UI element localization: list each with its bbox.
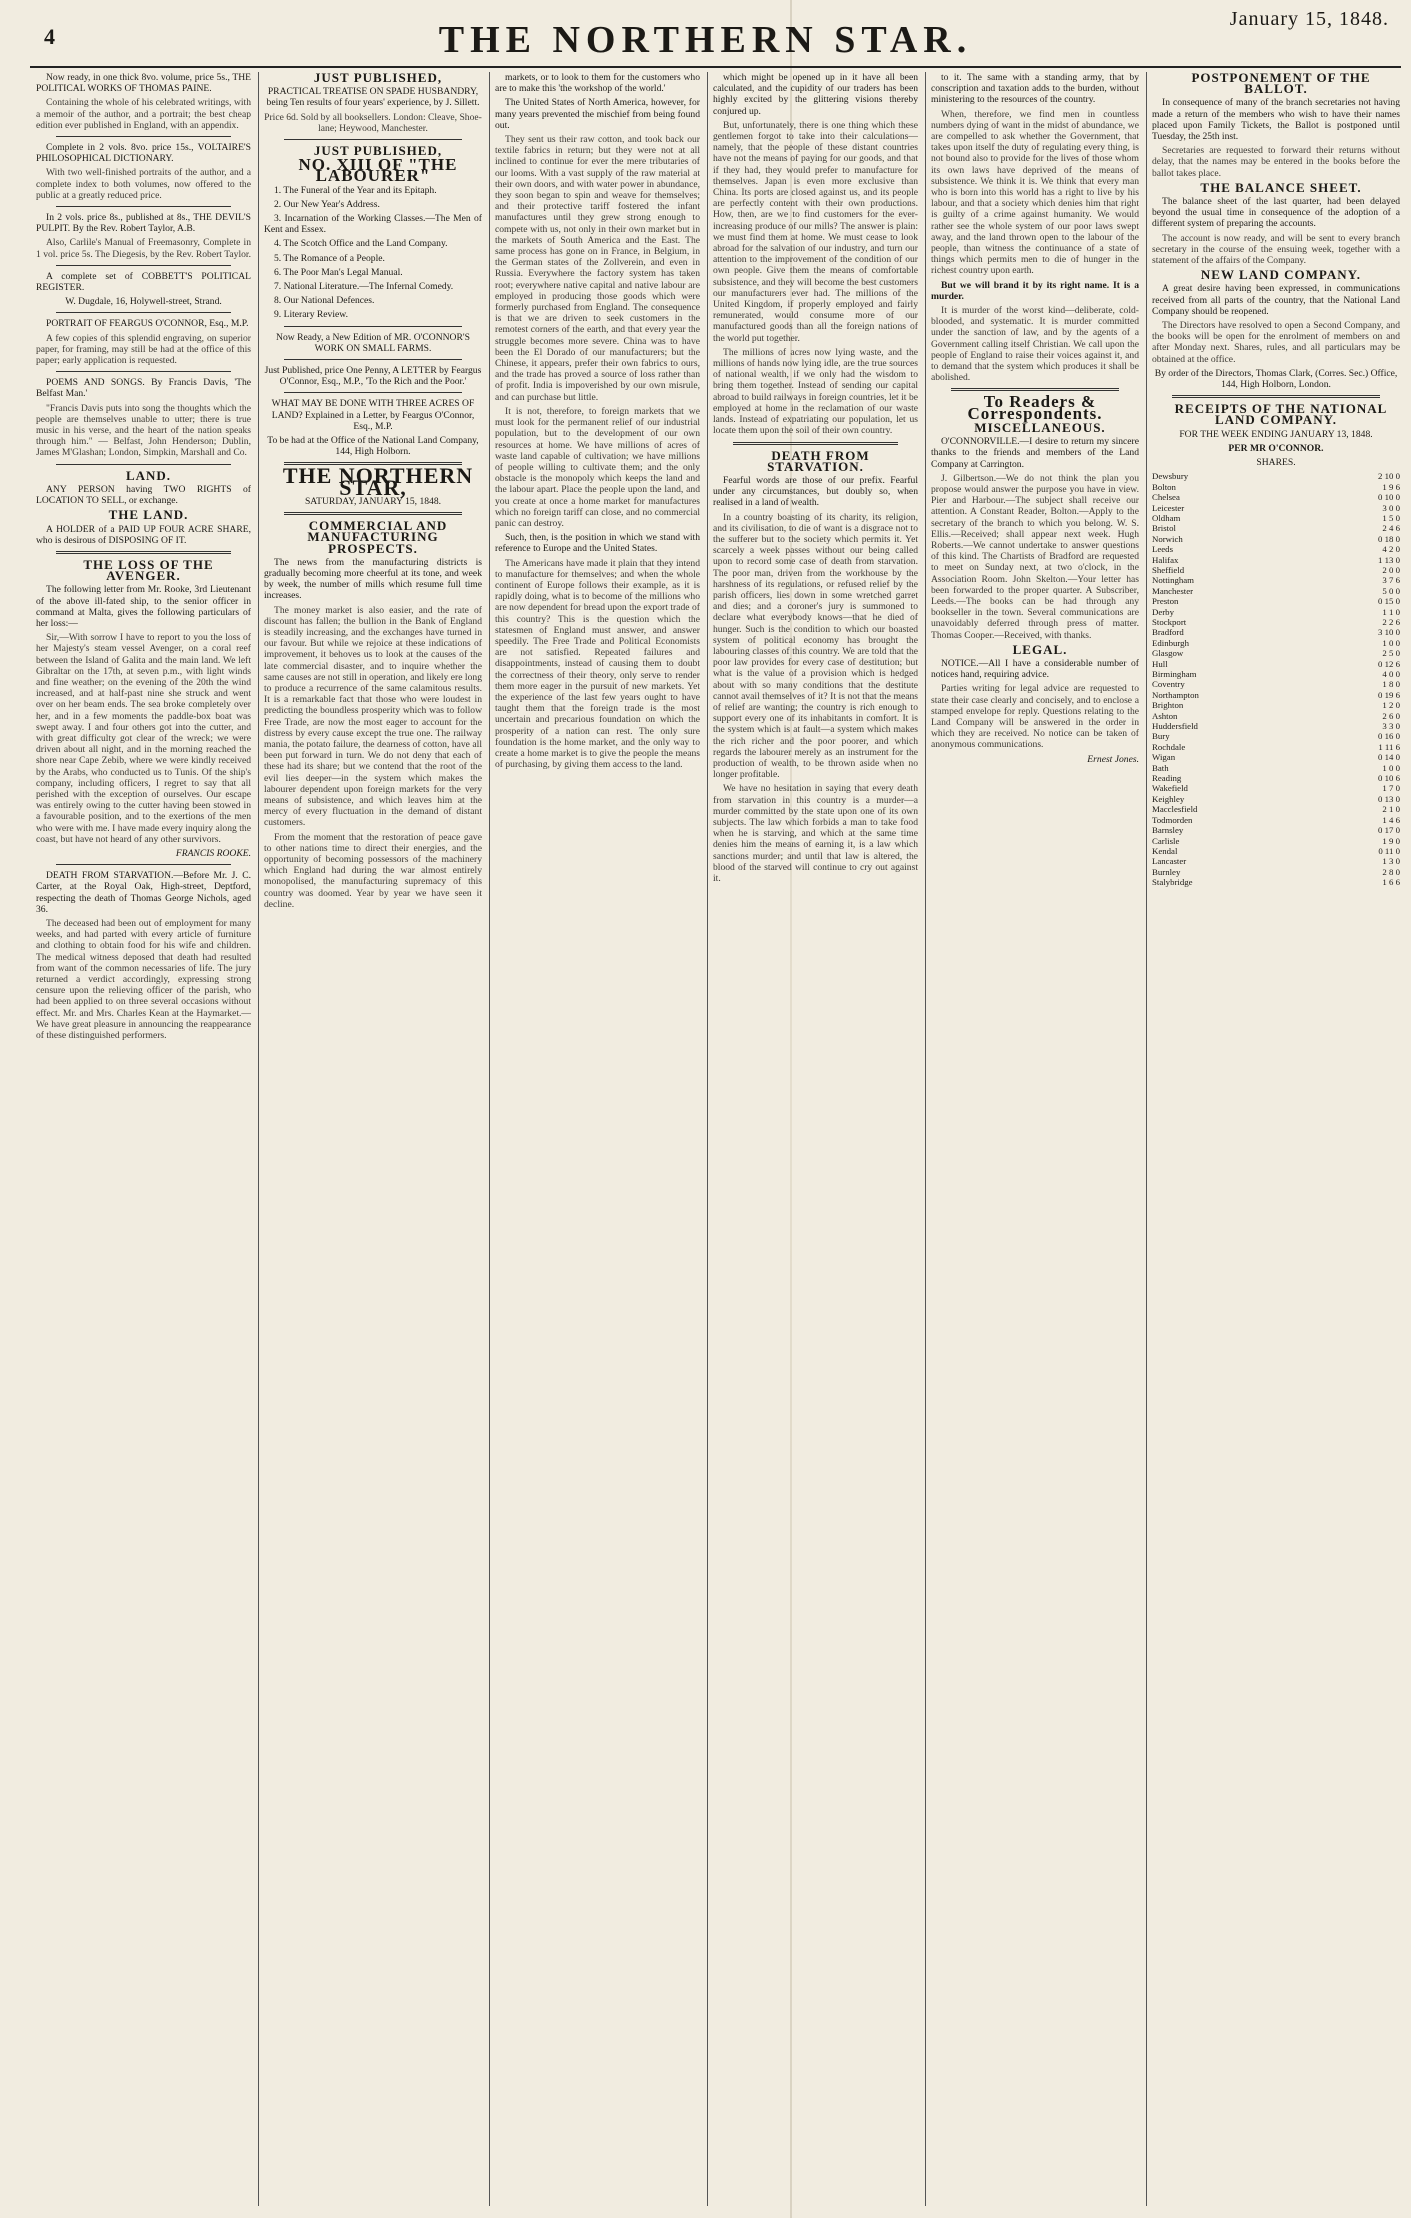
col4-text-1: which might be opened up in it have all been calculated, and the cupidity of our traders has been highly excited by the glittering visions thereby conjured up. bbox=[713, 72, 918, 117]
receipt-amount: 1 5 0 bbox=[1382, 512, 1400, 523]
receipt-amount: 0 12 6 bbox=[1378, 658, 1400, 669]
receipt-amount: 3 7 6 bbox=[1382, 575, 1400, 586]
receipt-amount: 0 11 0 bbox=[1378, 845, 1400, 856]
receipt-row bbox=[1152, 523, 1400, 533]
receipts-column-head: SHARES. bbox=[1256, 457, 1296, 469]
avenger-text: The following letter from Mr. Rooke, 3rd Lieutenant of the above ill-fated ship, to the senior officer in command at Malta, gives the following particulars of her loss:— bbox=[36, 584, 251, 629]
receipt-amount: 1 6 6 bbox=[1382, 877, 1400, 888]
receipt-row bbox=[1152, 565, 1400, 575]
receipt-place: Sheffield bbox=[1152, 564, 1185, 575]
receipt-row bbox=[1152, 648, 1400, 658]
receipt-place: Chelsea bbox=[1152, 492, 1180, 503]
receipt-amount: 3 3 0 bbox=[1382, 721, 1400, 732]
receipt-amount: 1 9 6 bbox=[1382, 481, 1400, 492]
receipt-row bbox=[1152, 867, 1400, 877]
receipt-amount: 0 17 0 bbox=[1378, 825, 1400, 836]
receipt-amount: 3 10 0 bbox=[1378, 627, 1400, 638]
labourer-item-4: 4. The Scotch Office and the Land Company. bbox=[274, 238, 448, 250]
column-2: JUST PUBLISHED, PRACTICAL TREATISE ON SPADE HUSBANDRY, being Ten results of four years' experience, by J. Sillett. Price 6d. Sold by all booksellers. London: Cleave, Shoe-lane; Heywood, Manchester. JUST PUBLISHED, NO. XIII OF "THE LABOURER" 1. The Funeral of the Year and its Epitaph. 2. Our New Year's Address. 3. Incarnation of the Working Classes.—The Men of Kent and Essex. 4. The Scotch Office and the Land Company. 5. The Romance of a People. 6. The Poor Man's Legal Manual. 7. National Literature.—The Infernal Comedy. 8. Our National Defences. 9. Literary Review. Now Ready, a New Edition of MR. O'CONNOR'S WORK ON SMALL FARMS. Just Published, price One Penny, A LETTER by Feargus O'Connor, Esq., M.P., 'To the Rich and the Poor.' WHAT MAY BE DONE WITH THREE ACRES OF LAND? Explained in a Letter, by Feargus O'Connor, Esq., M.P. To be had at the Office of the National Land Company, 144, High Holborn. THE NORTHERN STAR, SATURDAY, JANUARY 15, 1848. COMMERCIAL AND MANUFACTURING PROSPECTS. The news from the manufacturing districts is gradually becoming more cheerful at its tone, and week by week, the number of mills which resume full time increases. The money market is also easier, and the rate of discount has fallen; the bullion in the Bank of England is steadily increasing, and the exchanges have turned in our favour. But while we rejoice at these indications of improvement, it behoves us to look at the causes of the late commercial disaster, and to inquire whether the same causes are not still in operation, and likely ere long to produce a recurrence of the same calamitous results. It is a remarkable fact that those who were loudest in predicting the boundless prosperity which was to follow Free Trade, are now the most eager to account for the distress by every cause except the true one. The railway mania, the potato failure, the dearness of cotton, have all been put forward in turn. We do not deny that each of these had its share; but we contend that the root of the evil lies deeper—in the system which makes the labourer dependent upon foreign markets for the very means of subsistence, and which leaves him at the mercy of every fluctuation in the demand of distant customers. From the moment that the restoration of peace gave to other nations time to direct their energies, and the opportunity of becoming possessors of the machinery which England had during the war almost entirely monopolised, the manufacturing supremacy of this country was doomed. Year by year we have seen it decline. bbox=[264, 72, 482, 910]
receipt-amount: 0 19 6 bbox=[1378, 689, 1400, 700]
ad-portrait: PORTRAIT OF FEARGUS O'CONNOR, Esq., M.P. bbox=[46, 318, 249, 330]
receipt-row bbox=[1152, 690, 1400, 700]
ad-poems: POEMS AND SONGS. By Francis Davis, 'The Belfast Man.' bbox=[36, 377, 251, 400]
receipt-row bbox=[1152, 669, 1400, 679]
receipt-place: Bradford bbox=[1152, 627, 1184, 638]
ad-the-land-heading: THE LAND. bbox=[108, 507, 189, 523]
col3-text-2: The United States of North America, however, for many years prevented the mischief from being found out. bbox=[495, 97, 700, 131]
receipt-place: Bolton bbox=[1152, 481, 1176, 492]
receipt-amount: 0 16 0 bbox=[1378, 731, 1400, 742]
receipt-amount: 2 0 0 bbox=[1382, 564, 1400, 575]
receipt-place: Bath bbox=[1152, 762, 1169, 773]
receipt-place: Burnley bbox=[1152, 866, 1181, 877]
receipt-place: Derby bbox=[1152, 606, 1174, 617]
column-1: Now ready, in one thick 8vo. volume, price 5s., THE POLITICAL WORKS OF THOMAS PAINE. Containing the whole of his celebrated writings, with a memoir of the author, and a portrait; the best cheap edition ever published in England, with an appendix. Complete in 2 vols. 8vo. price 15s., VOLTAIRE'S PHILOSOPHICAL DICTIONARY. With two well-finished portraits of the author, and a complete index to both volumes, now offered to the public at a greatly reduced price. In 2 vols. price 8s., published at 8s., THE DEVIL'S PULPIT. By the Rev. Robert Taylor, A.B. Also, Carlile's Manual of Freemasonry, Complete in 1 vol. price 5s. The Diegesis, by the Rev. Robert Taylor. A complete set of COBBETT'S POLITICAL REGISTER. W. Dugdale, 16, Holywell-street, Strand. PORTRAIT OF FEARGUS O'CONNOR, Esq., M.P. A few copies of this splendid engraving, on superior paper, for framing, may still be had at the office of this paper; early application is requested. POEMS AND SONGS. By Francis Davis, 'The Belfast Man.' "Francis Davis puts into song the thoughts which the people are themselves unable to utter; there is true music in his verse, and the heart of the nation speaks through him." — Belfast, John Henderson; Dublin, James M'Glashan; London, Simpkin, Marshall and Co. LAND. ANY PERSON having TWO RIGHTS of LOCATION TO SELL, or exchange. THE LAND. A HOLDER of a PAID UP FOUR ACRE SHARE, who is desirous of DISPOSING OF IT. THE LOSS OF THE AVENGER. The following letter from Mr. Rooke, 3rd Lieutenant of the above ill-fated ship, to the senior officer in command at Malta, gives the following particulars of her loss:— Sir,—With sorrow I have to report to you the loss of her Majesty's steam vessel Avenger, on a coral reef between the Island of Galita and the main land. We left Gibraltar on the 17th, at seven p.m., with light winds and fine weather; on the evening of the 20th the wind increased, and at half-past nine she struck and went over on her beam ends. The sea broke completely over her, and in a few moments the paddle-box boat was swept away. I and four others got into the cutter, and with great difficulty got clear of the wreck; we were driven about all night, and in the morning reached the shore near Cape Zebib, where we were kindly received by the Arabs, who conducted us to Tunis. Of the ship's company, including officers, I regret to say that all perished with the exception of ourselves. Our escape was entirely owing to the cutter having been stowed in a favourable position, and to the exertions of the men who were with me. I have made every inquiry along the coast, but have not heard of any other survivors. FRANCIS ROOKE. DEATH FROM STARVATION.—Before Mr. J. C. Carter, at the Royal Oak, High-street, Deptford, respecting the death of Thomas George Nichols, aged 36. The deceased had been out of employment for many weeks, and had parted with every article of furniture and clothing to obtain food for his wife and children. The medical witness deposed that death had resulted from want of the common necessaries of life. The jury returned a verdict accordingly, expressing strong censure upon the relieving officer of the parish, who had been applied to on three several occasions without effect. Mr. and Mrs. Charles Kean at the Haymarket.—We have great pleasure in announcing the reappearance of these distinguished performers. bbox=[36, 72, 251, 1042]
receipt-row bbox=[1152, 544, 1400, 554]
avenger-heading: THE LOSS OF THE AVENGER. bbox=[83, 556, 214, 584]
receipt-row bbox=[1152, 679, 1400, 689]
receipt-row bbox=[1152, 503, 1400, 513]
receipt-amount: 2 1 0 bbox=[1382, 804, 1400, 815]
receipt-amount: 4 2 0 bbox=[1382, 544, 1400, 555]
col5-text-1: to it. The same with a standing army, that by conscription and taxation adds to the burden, without ministering to the resources of the country. bbox=[931, 72, 1139, 106]
receipt-row bbox=[1152, 482, 1400, 492]
receipt-place: Halifax bbox=[1152, 554, 1179, 565]
receipt-row bbox=[1152, 638, 1400, 648]
receipt-amount: 3 0 0 bbox=[1382, 502, 1400, 513]
receipt-place: Carlisle bbox=[1152, 835, 1180, 846]
receipt-place: Stockport bbox=[1152, 616, 1187, 627]
receipt-place: Rochdale bbox=[1152, 741, 1186, 752]
new-land-heading: NEW LAND COMPANY. bbox=[1200, 267, 1362, 283]
labourer-item-2: 2. Our New Year's Address. bbox=[274, 198, 380, 210]
receipt-row bbox=[1152, 711, 1400, 721]
labourer-item-9: 9. Literary Review. bbox=[274, 309, 348, 321]
receipt-place: Huddersfield bbox=[1152, 721, 1198, 732]
paper-name: THE NORTHERN STAR, bbox=[282, 463, 474, 500]
receipts-label: PER MR O'CONNOR. bbox=[1228, 442, 1324, 454]
receipt-amount: 1 7 0 bbox=[1382, 783, 1400, 794]
receipt-row bbox=[1152, 627, 1400, 637]
death-starvation-text: Fearful words are those of our prefix. Fearful under any circumstances, but doubly so, when realised in a land of wealth. bbox=[713, 474, 918, 509]
column-6: POSTPONEMENT OF THE BALLOT. In consequence of many of the branch secretaries not having made a return of the members who wish to have their names placed upon Family Tickets, the Ballot is postponed until Tuesday, the 25th inst. Secretaries are requested to forward their returns without delay, that the names may be entered in the books before the ballot takes place. THE BALANCE SHEET. The balance sheet of the last quarter, had been delayed beyond the usual time in consequence of the adoption of a different system of preparing the accounts. The account is now ready, and will be sent to every branch secretary in the course of the ensuing week, together with a statement of the affairs of the Company. NEW LAND COMPANY. A great desire having been expressed, in communications received from all parts of the country, that the National Land Company should be reopened. The Directors have resolved to open a Second Company, and the books will be open for the enrolment of members on and after Monday next. Shares, rules, and all particulars may be obtained at the office. By order of the Directors, Thomas Clark, (Corres. Sec.) Office, 144, High Holborn, London. RECEIPTS OF THE NATIONAL LAND COMPANY. FOR THE WEEK ENDING JANUARY 13, 1848. PER MR O'CONNOR. SHARES. Dewsbury 2 10 0 Bolton 1 9 6 Chelsea 0 10 0 Leicester 3 0 0 Oldham 1 5 0 Bristol 2 4 6 Norwich 0 18 0 Leeds 4 2 0 Halifax 1 13 0 Sheffield 2 0 0 Nottingham 3 7 6 Manchester 5 0 0 Preston 0 15 0 Derby 1 1 0 Stockport 2 2 6 Bradford 3 10 0 Edinburgh 1 0 0 Glasgow 2 5 0 Hull 0 12 6 Birmingham 4 0 0 Coventry 1 8 0 Northampton 0 19 6 Brighton 1 2 0 Ashton 2 6 0 Huddersfield 3 3 0 Bury 0 16 0 Rochdale 1 11 6 Wigan 0 14 0 Bath 1 0 0 Reading 0 10 6 Wakefield 1 7 0 Keighley 0 13 0 Macclesfield 2 1 0 Todmorden 1 4 6 Barnsley 0 17 0 Carlisle 1 9 0 Kendal 0 11 0 Lancaster 1 3 0 Burnley 2 8 0 Stalybridge 1 6 6 bbox=[1152, 72, 1400, 888]
receipt-row bbox=[1152, 783, 1400, 793]
labourer-item-8: 8. Our National Defences. bbox=[274, 295, 375, 307]
receipt-place: Kendal bbox=[1152, 845, 1178, 856]
receipt-row bbox=[1152, 742, 1400, 752]
leader-text: The news from the manufacturing districts is gradually becoming more cheerful at its tone, and week by week, the number of mills which resume full time increases. bbox=[264, 556, 482, 602]
col3-text-3: Such, then, is the position in which we stand with reference to Europe and the United States. bbox=[495, 532, 700, 555]
ad-three-acres: WHAT MAY BE DONE WITH THREE ACRES OF LAND? Explained in a Letter, by Feargus O'Connor, Esq., M.P. bbox=[271, 398, 475, 432]
page-number: 4 bbox=[44, 24, 55, 49]
receipt-amount: 0 10 6 bbox=[1378, 773, 1400, 784]
receipt-place: Birmingham bbox=[1152, 669, 1197, 680]
death-starvation-heading: DEATH FROM STARVATION. bbox=[767, 447, 870, 474]
receipt-row bbox=[1152, 773, 1400, 783]
receipt-row bbox=[1152, 731, 1400, 741]
receipt-row bbox=[1152, 513, 1400, 523]
receipt-row bbox=[1152, 586, 1400, 596]
ad-paine: Now ready, in one thick 8vo. volume, price 5s., THE POLITICAL WORKS OF THOMAS PAINE. bbox=[36, 72, 251, 95]
column-5: to it. The same with a standing army, that by conscription and taxation adds to the burden, without ministering to the resources of the country. When, therefore, we find men in countless numbers dying of want in the midst of abundance, we are compelled to ask whether the Government, that takes upon itself the duty of regulating every thing, is not bound also to provide for the lives of those whom its own laws have deprived of the means of subsistence. We think it is. We think that every man who is born into this world has a right to live by his labour, and that a society which denies him that right is guilty of a crime against humanity. We would rather see the whole system of our poor laws swept away, and the land thrown open to the labour of the people, than witness the continuance of a state of things which permits men to die of hunger in the richest country upon earth. But we will brand it by its right name. It is a murder. It is murder of the worst kind—deliberate, cold-blooded, and systematic. It is murder committed under the sanction of law, and by the agents of a Government calling itself Christian. We call upon the people of England to raise their voices against it, and to demand that the system which produces it shall be abolished. To Readers & Correspondents. MISCELLANEOUS. O'CONNORVILLE.—I desire to return my sincere thanks to the friends and members of the Land Company at Carrington. J. Gilbertson.—We do not think the plan you propose would answer the purpose you have in view. Pier and Harbour.—The subject shall receive our attention. A Constant Reader, Bolton.—Apply to the secretary of the branch to which you belong. W. S. Ellis.—Received; shall appear next week. Hugh Roberts.—We cannot undertake to answer questions of this kind. The Chartists of Bradford are requested to meet on Sunday next, at two o'clock, in the Association Room. John Skelton.—Your letter has been forwarded to the proper quarter. A Subscriber, Leeds.—The books can be had through any bookseller in the town. Several communications are unavoidably deferred through press of matter. Thomas Cooper.—Received, with thanks. LEGAL. NOTICE.—All I have a considerable number of notices hand, requiring advice. Parties writing for legal advice are requested to state their case clearly and concisely, and to enclose a stamped envelope for reply. Questions relating to the Land Company will be answered in the order in which they are received. No notice can be taken of anonymous communications. Ernest Jones. bbox=[931, 72, 1139, 765]
receipt-place: Coventry bbox=[1152, 679, 1185, 690]
ballot-heading: POSTPONEMENT OF THE BALLOT. bbox=[1191, 72, 1371, 97]
ad-letter: Just Published, price One Penny, A LETTER by Feargus O'Connor, Esq., M.P., 'To the Rich and the Poor.' bbox=[264, 365, 482, 388]
receipt-place: Keighley bbox=[1152, 793, 1185, 804]
receipt-amount: 0 14 0 bbox=[1378, 752, 1400, 763]
receipt-place: Brighton bbox=[1152, 700, 1184, 711]
receipt-row bbox=[1152, 877, 1400, 887]
ad-small-farms: Now Ready, a New Edition of MR. O'CONNOR'S WORK ON SMALL FARMS. bbox=[276, 331, 470, 354]
receipt-amount: 2 8 0 bbox=[1382, 866, 1400, 877]
receipt-place: Norwich bbox=[1152, 533, 1183, 544]
receipt-place: Reading bbox=[1152, 773, 1182, 784]
receipt-row bbox=[1152, 659, 1400, 669]
receipt-row bbox=[1152, 846, 1400, 856]
column-4: which might be opened up in it have all been calculated, and the cupidity of our traders has been highly excited by the glittering visions thereby conjured up. But, unfortunately, there is one thing which these gentlemen forgot to take into their calculations—namely, that the people of these distant countries have not the means of paying for our goods, and that if they had, they would prefer to manufacture for themselves. Japan is even more exclusive than China. Its ports are closed against us, and its people are perfectly content with their own productions. How, then, are we to find customers for the ever-increasing produce of our mills? The answer is plain: we must find them at home. We must cease to look abroad for the salvation of our industry, and turn our attention to the improvement of the condition of our own people. Give them the means of comfortable subsistence, and they will become the best customers our manufacturers ever had. The millions of the United Kingdom, if properly employed and fairly remunerated, would consume more of our manufactured goods than all the foreign nations of the world put together. The millions of acres now lying waste, and the millions of hands now lying idle, are the true sources of national wealth, if we only had the wisdom to bring them together. Instead of sending our capital abroad to build railways in foreign countries, let it be employed at home in the reclamation of our waste lands. Instead of expatriating our population, let us locate them upon the soil of their own country. DEATH FROM STARVATION. Fearful words are those of our prefix. Fearful under any circumstances, but doubly so, when realised in a land of wealth. In a country boasting of its charity, its religion, and its civilisation, to die of want is a disgrace not to the sufferer but to the society which permits it. Yet scarcely a week passes without our being called upon to record some case of death from starvation. The poor man, driven from the workhouse by the harshness of its regulations, or refused relief by the parish officers, lies down in some wretched garret and dies; and a coroner's jury is summoned to declare what everybody knows—that he died of hunger. Such is the condition to which our boasted system of political economy has brought the labouring classes of this country. We are told that the poor law provides for every case of destitution; but what is the value of a provision which is hedged about with so many conditions that the destitute cannot avail themselves of it? It is not that the means of relief are wanting; the country is rich enough to support every one of its inhabitants in comfort. It is the system which is at fault—a system which makes the rich richer and the poor poorer, and which regards the labourer merely as an instrument for the production of wealth, to be thrown aside when no longer profitable. We have no hesitation in saying that every death from starvation in this country is a murder—a murder committed by the state upon one of its own subjects. The law which forbids a man to take food when he is starving, and which at the same time denies him the means of earning it, is a law which sanctions murder; and until that law is altered, the blood of the starved will continue to cry out against it. bbox=[713, 72, 918, 885]
receipt-row bbox=[1152, 804, 1400, 814]
ad-labourer-heading: JUST PUBLISHED, bbox=[313, 143, 443, 159]
ad-devils-pulpit: In 2 vols. price 8s., published at 8s., THE DEVIL'S PULPIT. By the Rev. Robert Taylor, A.B. bbox=[36, 212, 251, 235]
receipt-row bbox=[1152, 607, 1400, 617]
receipt-place: Bury bbox=[1152, 731, 1170, 742]
receipt-amount: 2 10 0 bbox=[1378, 471, 1400, 482]
leader-heading: COMMERCIAL AND MANUFACTURING PROSPECTS. bbox=[307, 518, 448, 556]
labourer-item-5: 5. The Romance of a People. bbox=[274, 252, 385, 264]
ad-three-acres-address: To be had at the Office of the National Land Company, 144, High Holborn. bbox=[267, 435, 479, 458]
receipt-amount: 2 4 6 bbox=[1382, 523, 1400, 534]
correspondents-heading: To Readers & Correspondents. bbox=[967, 392, 1103, 423]
receipt-row bbox=[1152, 856, 1400, 866]
col3-text-1: markets, or to look to them for the customers who are to make this 'the workshop of the world.' bbox=[495, 72, 700, 95]
receipt-row bbox=[1152, 815, 1400, 825]
receipt-row bbox=[1152, 794, 1400, 804]
receipt-place: Northampton bbox=[1152, 689, 1199, 700]
receipt-amount: 1 0 0 bbox=[1382, 762, 1400, 773]
ad-land-heading: LAND. bbox=[125, 467, 172, 483]
ad-voltaire: Complete in 2 vols. 8vo. price 15s., VOLTAIRE'S PHILOSOPHICAL DICTIONARY. bbox=[36, 142, 251, 165]
receipt-row bbox=[1152, 700, 1400, 710]
receipt-row bbox=[1152, 534, 1400, 544]
labourer-item-3: 3. Incarnation of the Working Classes.—The Men of Kent and Essex. bbox=[264, 213, 482, 236]
receipt-place: Leeds bbox=[1152, 544, 1174, 555]
receipt-place: Preston bbox=[1152, 596, 1179, 607]
death-notice: DEATH FROM STARVATION.—Before Mr. J. C. Carter, at the Royal Oak, High-street, Deptford, respecting the death of Thomas George Nichols, aged 36. bbox=[36, 870, 251, 915]
receipt-place: Dewsbury bbox=[1152, 471, 1189, 482]
legal-signature: Ernest Jones. bbox=[1087, 753, 1139, 765]
receipt-row bbox=[1152, 596, 1400, 606]
legal-heading: LEGAL. bbox=[1012, 641, 1068, 657]
receipt-amount: 1 0 0 bbox=[1382, 637, 1400, 648]
correspondents-text: O'CONNORVILLE.—I desire to return my sincere thanks to the friends and members of the Land Company at Carrington. bbox=[931, 436, 1139, 470]
masthead-rule bbox=[30, 66, 1401, 68]
receipt-row bbox=[1152, 752, 1400, 762]
avenger-signature: FRANCIS ROOKE. bbox=[175, 847, 251, 859]
receipts-heading: RECEIPTS OF THE NATIONAL LAND COMPANY. bbox=[1174, 401, 1388, 428]
receipt-place: Hull bbox=[1152, 658, 1168, 669]
legal-text: NOTICE.—All I have a considerable number of notices hand, requiring advice. bbox=[931, 657, 1139, 681]
ad-labourer-title: NO. XIII OF "THE LABOURER" bbox=[298, 155, 458, 186]
ad-land: ANY PERSON having TWO RIGHTS of LOCATION TO SELL, or exchange. bbox=[36, 483, 251, 507]
labourer-item-6: 6. The Poor Man's Legal Manual. bbox=[274, 266, 403, 278]
receipt-row bbox=[1152, 721, 1400, 731]
receipt-row bbox=[1152, 836, 1400, 846]
receipt-amount: 5 0 0 bbox=[1382, 585, 1400, 596]
paper-date: SATURDAY, JANUARY 15, 1848. bbox=[304, 495, 442, 507]
receipt-amount: 1 11 6 bbox=[1378, 741, 1400, 752]
receipt-place: Barnsley bbox=[1152, 825, 1184, 836]
receipt-place: Wakefield bbox=[1152, 783, 1188, 794]
receipt-place: Nottingham bbox=[1152, 575, 1195, 586]
ad-the-land: A HOLDER of a PAID UP FOUR ACRE SHARE, who is desirous of DISPOSING OF IT. bbox=[36, 523, 251, 546]
receipt-place: Ashton bbox=[1152, 710, 1178, 721]
receipt-amount: 0 13 0 bbox=[1378, 793, 1400, 804]
receipt-place: Todmorden bbox=[1152, 814, 1193, 825]
balance-heading: THE BALANCE SHEET. bbox=[1200, 179, 1362, 195]
receipt-amount: 1 4 6 bbox=[1382, 814, 1400, 825]
receipts-subheading: FOR THE WEEK ENDING JANUARY 13, 1848. bbox=[1179, 428, 1373, 440]
receipt-amount: 1 2 0 bbox=[1382, 700, 1400, 711]
labourer-item-1: 1. The Funeral of the Year and its Epitaph. bbox=[274, 184, 437, 196]
receipt-row bbox=[1152, 492, 1400, 502]
receipt-place: Stalybridge bbox=[1152, 877, 1193, 888]
receipt-amount: 1 1 0 bbox=[1382, 606, 1400, 617]
issue-date: January 15, 1848. bbox=[1229, 8, 1389, 30]
new-land-text: A great desire having been expressed, in communications received from all parts of the country, that the National Land Company should be reopened. bbox=[1152, 283, 1400, 317]
ad-cobbett-address: W. Dugdale, 16, Holywell-street, Strand. bbox=[65, 296, 222, 308]
receipt-place: Wigan bbox=[1152, 752, 1176, 763]
receipt-amount: 4 0 0 bbox=[1382, 669, 1400, 680]
receipt-place: Bristol bbox=[1152, 523, 1176, 534]
receipt-amount: 1 3 0 bbox=[1382, 856, 1400, 867]
labourer-item-7: 7. National Literature.—The Infernal Comedy. bbox=[274, 281, 454, 293]
receipt-amount: 1 13 0 bbox=[1378, 554, 1400, 565]
col5-quote: But we will brand it by its right name. It is a murder. bbox=[931, 279, 1139, 302]
receipt-row bbox=[1152, 575, 1400, 585]
receipts-list bbox=[1152, 471, 1400, 887]
ad-spade-heading: JUST PUBLISHED, bbox=[313, 72, 443, 85]
balance-text: The balance sheet of the last quarter, had been delayed beyond the usual time in consequence of the adoption of a different system of preparing the accounts. bbox=[1152, 196, 1400, 230]
column-3: markets, or to look to them for the customers who are to make this 'the workshop of the world.' The United States of North America, however, for many years prevented the mischief from being found out. They sent us their raw cotton, and took back our textile fabrics in return; but they were not at all inclined to continue for ever the mere tributaries of our looms. With a vast supply of the raw material at their own doors, and with water power in abundance, they soon began to spin and weave for themselves; and their protective tariff fostered the infant manufactures until they grew strong enough to compete with us, not only in their own market but in the markets of South America and the East. The same process has gone on in France, in Belgium, in the German states of the Zollverein, and even in Russia. Everywhere the factory system has taken root; everywhere native capital and native labour are employed in producing those goods which were formerly purchased from England. The consequence is that we are driven to seek customers in the remotest corners of the earth, and that every year the struggle becomes more severe. China was to have been the El Dorado of our manufacturers; but the Chinese, it appears, prefer their own fabrics to ours, and the trade has proved a source of loss rather than of profit. India is impoverished by our own misrule, and can purchase but little. It is not, therefore, to foreign markets that we must look for the permanent relief of our industrial population, but to the development of our own resources at home. We have millions of acres of waste land capable of cultivation; we have millions of people willing to cultivate them; and the only obstacle is the monopoly which keeps the land and the labour apart. Place the people upon the land, and you create at once a home market for manufactures which no foreign tariff can close, and no commercial panic can destroy. Such, then, is the position in which we stand with reference to Europe and the United States. The Americans have made it plain that they intend to manufacture for themselves; and when the whole continent of Europe follows their example, as it is rapidly doing, what is to become of the millions who are now dependent for bread upon the export trade of this country? This is the question which the statesmen of England must answer, and answer speedily. The Free Trade and Political Economists are not satisfied. Repeated failures and disappointments, instead of causing them to doubt the correctness of their theory, only serve to render them more eager in the pursuit of new markets. Yet the experience of the last few years ought to have taught them that the foreign trade is the most uncertain and precarious foundation on which the prosperity of a nation can rest. The only sure foundation is the home market, and the only way to create a home market is to give the people the means of purchasing, by giving them access to the land. bbox=[495, 72, 700, 771]
new-land-signature: By order of the Directors, Thomas Clark, (Corres. Sec.) Office, 144, High Holborn, London. bbox=[1154, 367, 1398, 391]
receipt-place: Oldham bbox=[1152, 512, 1181, 523]
receipt-amount: 1 8 0 bbox=[1382, 679, 1400, 690]
receipt-amount: 2 2 6 bbox=[1382, 616, 1400, 627]
receipt-row bbox=[1152, 555, 1400, 565]
receipt-row bbox=[1152, 825, 1400, 835]
receipt-amount: 0 18 0 bbox=[1378, 533, 1400, 544]
receipt-amount: 0 15 0 bbox=[1378, 596, 1400, 607]
receipt-amount: 0 10 0 bbox=[1378, 492, 1400, 503]
receipt-row bbox=[1152, 763, 1400, 773]
receipt-place: Glasgow bbox=[1152, 648, 1184, 659]
receipt-amount: 2 5 0 bbox=[1382, 648, 1400, 659]
receipt-place: Macclesfield bbox=[1152, 804, 1198, 815]
ad-cobbett: A complete set of COBBETT'S POLITICAL REGISTER. bbox=[36, 270, 251, 294]
receipt-place: Lancaster bbox=[1152, 856, 1187, 867]
ad-spade: PRACTICAL TREATISE ON SPADE HUSBANDRY, being Ten results of four years' experience, by J. Sillett. bbox=[266, 86, 480, 109]
ballot-text: In consequence of many of the branch secretaries not having made a return of the members who wish to have their names placed upon Family Tickets, the Ballot is postponed until Tuesday, the 25th inst. bbox=[1152, 97, 1400, 143]
receipt-amount: 1 9 0 bbox=[1382, 835, 1400, 846]
receipt-place: Leicester bbox=[1152, 502, 1185, 513]
miscellaneous-heading: MISCELLANEOUS. bbox=[974, 419, 1106, 435]
masthead-title: THE NORTHERN STAR. bbox=[438, 19, 973, 61]
receipt-amount: 2 6 0 bbox=[1382, 710, 1400, 721]
receipt-row bbox=[1152, 617, 1400, 627]
receipt-row bbox=[1152, 471, 1400, 481]
receipt-place: Manchester bbox=[1152, 585, 1194, 596]
receipt-place: Edinburgh bbox=[1152, 637, 1189, 648]
